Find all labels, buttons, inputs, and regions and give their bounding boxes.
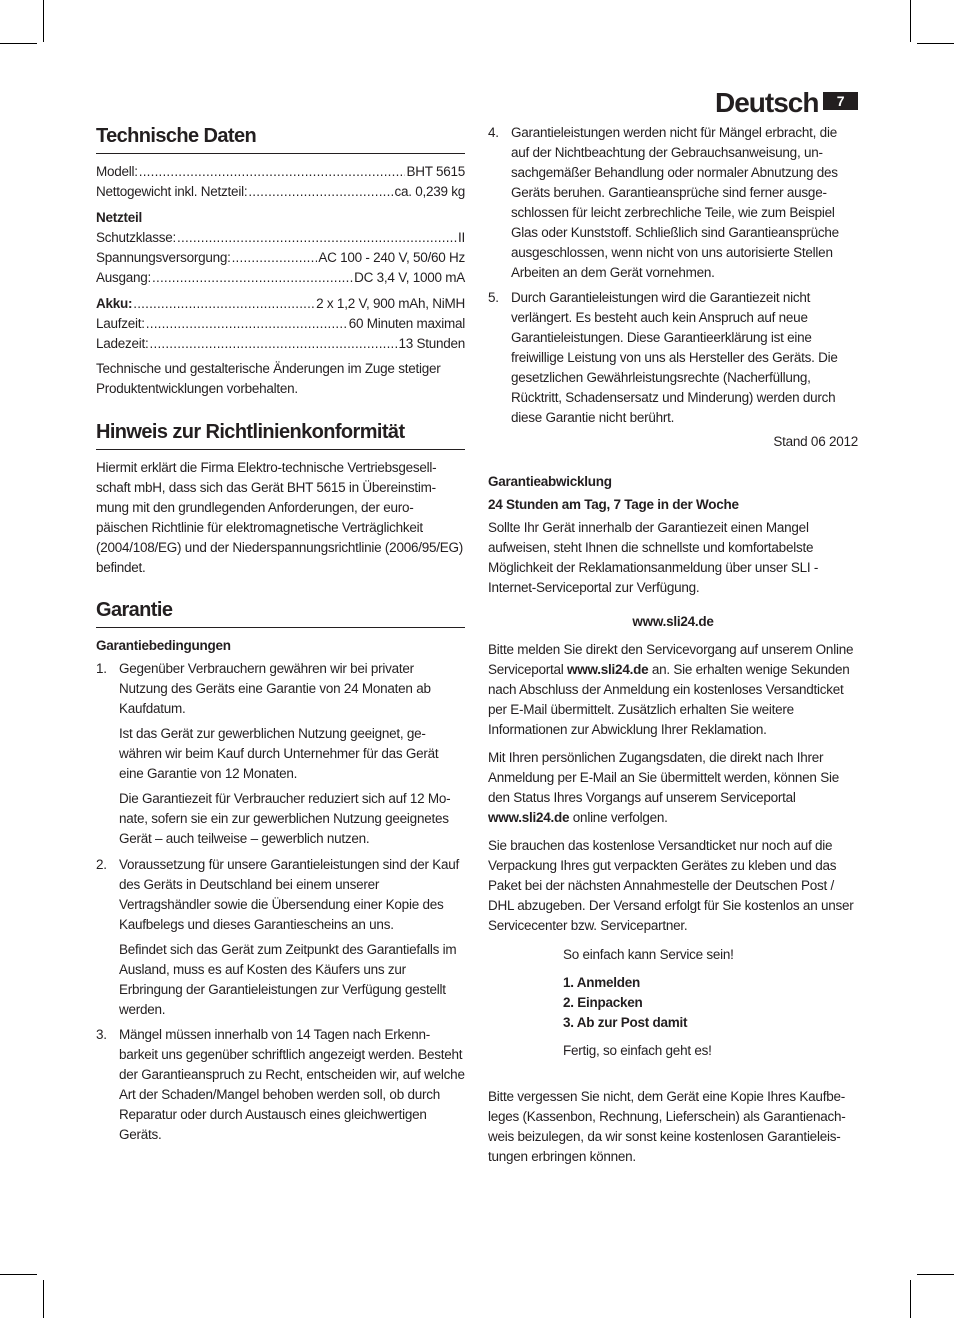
warranty-paragraph: Gegenüber Verbrauchern gewähren wir bei privater Nutzung des Geräts eine Garantie von 24 Monaten ab Kaufdatum. xyxy=(119,661,431,716)
crop-mark xyxy=(0,1274,37,1275)
crop-mark xyxy=(910,1280,911,1318)
crop-mark xyxy=(43,1280,44,1318)
service-paragraph: Sie brauchen das kostenlose Versandticket nur noch auf die Verpackung Ihres gut verpackten Gerätes zu kleben und das Paket bei der nächsten Annahmestelle der Deutschen Post / DHL abzugeben. Der Versand erfolgt für Sie kostenlos an unser Servicecenter bzw. Servicepartner. xyxy=(488,838,854,933)
warranty-paragraph: Voraussetzung für unsere Garantieleistungen sind der Kauf des Geräts in Deutschland bei einem unserer Vertragshändler sowie die Übersendung einer Kopie des Kaufbelegs und dieses Garantiescheins an uns. xyxy=(119,857,459,932)
service-steps xyxy=(563,973,687,1033)
spec-row: Ausgang: ..... DC 3,4 V, 1000 mA xyxy=(96,268,465,288)
service-url-link[interactable]: www.sli24.de xyxy=(488,810,570,825)
spec-row: Laufzeit: ..... 60 Minuten maximal xyxy=(96,314,465,334)
section-heading-garantie: Garantie xyxy=(96,598,465,628)
warranty-item: 3. Mängel müssen innerhalb von 14 Tagen nach Erkenn-barkeit uns gegenüber schriftlich angezeigt werden. Besteht der Garantieanspruch zu Recht, entscheiden wir, auf welche Art der Schaden/Mangel behoben werden soll, ob durch Reparatur oder durch Austausch eines gleichwertigen Geräts. xyxy=(96,1025,465,1145)
service-step: 1. Anmelden xyxy=(563,975,641,990)
netzteil-table xyxy=(96,228,465,288)
crop-mark xyxy=(0,43,37,44)
akku-table xyxy=(96,294,465,354)
service-url-link[interactable]: www.sli24.de xyxy=(632,614,714,629)
stand-date: Stand 06 2012 xyxy=(773,434,858,449)
crop-mark xyxy=(917,1274,954,1275)
service-footer-note: Bitte vergessen Sie nicht, dem Gerät eine Kopie Ihres Kaufbe-leges (Kassenbon, Rechnung, Lieferschein) als Garantienach-weis beizulegen, da wir sonst keine kostenlosen Garantieleis-tungen erbringen können. xyxy=(488,1089,846,1164)
section-heading-technische-daten: Technische Daten xyxy=(96,124,465,154)
service-url-link[interactable]: www.sli24.de xyxy=(567,662,649,677)
netzteil-heading: Netzteil xyxy=(96,210,143,225)
warranty-paragraph: Die Garantiezeit für Verbraucher reduziert sich auf 12 Mo-nate, sofern sie ein zur gewerblichen Nutzung geeignetes Gerät – auch teilweise – gewerblich nutzen. xyxy=(119,791,451,846)
service-step: 3. Ab zur Post damit xyxy=(563,1015,688,1030)
spec-row: Spannungsversorgung: ..... AC 100 - 240 V, 50/60 Hz xyxy=(96,248,465,268)
spec-row: Schutzklasse: ..... II xyxy=(96,228,465,248)
spec-row: Akku: ..... 2 x 1,2 V, 900 mAh, NiMH xyxy=(96,294,465,314)
service-done-text: Fertig, so einfach geht es! xyxy=(563,1043,712,1058)
technical-note: Technische und gestalterische Änderungen im Zuge stetiger Produktentwicklungen vorbehalten. xyxy=(96,361,441,396)
warranty-item: 4. Garantieleistungen werden nicht für Mängel erbracht, die auf der Nichtbeachtung der Gebrauchsanweisung, un-sachgemäßer Behandlung oder normaler Abnutzung des Geräts beruhen. Garantieansprüche sind ferner ausge-schlossen für leicht zerbrechliche Teile, wie zum Beispiel Glas oder Kunststoff. Schließlich sind Garantieansprüche ausgeschlossen, wenn nicht von uns autorisierte Stellen Arbeiten an dem Gerät vornehmen. xyxy=(488,123,858,283)
warranty-paragraph: Durch Garantieleistungen wird die Garantiezeit nicht verlängert. Es besteht auch kein Anspruch auf neue Garantieleistungen. Diese Garantieerklärung ist eine freiwillige Leistung von uns als Hersteller des Geräts. Die gesetzlichen Gewährleistungsrechte (Nacherfüllung, Rücktritt, Schadensersatz und Minderung) werden durch diese Garantie nicht berührt. xyxy=(511,290,838,425)
crop-mark xyxy=(43,0,44,42)
spec-row: Nettogewicht inkl. Netzteil: ..... ca. 0,239 kg xyxy=(96,182,465,202)
service-paragraph: Bitte melden Sie direkt den Servicevorgang auf unserem Online Serviceportal www.sli24.de an. Sie erhalten wenige Sekunden nach Abschluss der Anmeldung ein kostenloses Versandticket per E-Mail übermittelt. Zusätzlich erhalten Sie weitere Informationen zur Abwicklung Ihrer Reklamation. xyxy=(488,642,854,737)
spec-row: Ladezeit: ..... 13 Stunden xyxy=(96,334,465,354)
conformity-text: Hiermit erklärt die Firma Elektro-technische Vertriebsgesell-schaft mbH, dass sich das Gerät BHT 5615 in Übereinstim-mung mit den grundlegenden Anforderungen, der euro-päischen Richtlinie für elektromagnetische Verträglichkeit (2004/108/EG) und der Niederspannungsrichtlinie (2006/95/EG) befindet. xyxy=(96,460,463,575)
crop-mark xyxy=(910,0,911,42)
service-intro: Sollte Ihr Gerät innerhalb der Garantiezeit einen Mangel aufweisen, steht Ihnen die schnellste und komfortabelste Möglichkeit der Reklamationsanmeldung über unser SLI - Internet-Serviceportal zur Verfügung. xyxy=(488,520,819,595)
warranty-paragraph: Garantieleistungen werden nicht für Mängel erbracht, die auf der Nichtbeachtung der Gebrauchsanweisung, un-sachgemäßer Behandlung oder normaler Abnutzung des Geräts beruhen. Garantieansprüche sind ferner ausge-schlossen für leicht zerbrechliche Teile, wie zum Beispiel Glas oder Kunststoff. Schließlich sind Garantieansprüche ausgeschlossen, wenn nicht von uns autorisierte Stellen Arbeiten an dem Gerät vornehmen. xyxy=(511,125,839,280)
spec-row: Modell: ..... BHT 5615 xyxy=(96,162,465,182)
warranty-paragraph: Befindet sich das Gerät zum Zeitpunkt des Garantiefalls im Ausland, muss es auf Kosten des Käufers uns zur Erbringung der Garantieleistungen zur Verfügung gestellt werden. xyxy=(119,942,457,1017)
spec-table xyxy=(96,162,465,202)
warranty-item: 2. Voraussetzung für unsere Garantieleistungen sind der Kauf des Geräts in Deutschland bei einem unserer Vertragshändler sowie die Übersendung einer Kopie des Kaufbelegs und dieses Garantiescheins an uns. Befindet sich das Gerät zum Zeitpunkt des Garantiefalls im Ausland, muss es auf Kosten des Käufers uns zur Erbringung der Garantieleistungen zur Verfügung gestellt werden. xyxy=(96,855,465,1020)
warranty-item: 5. Durch Garantieleistungen wird die Garantiezeit nicht verlängert. Es besteht auch kein Anspruch auf neue Garantieleistungen. Diese Garantieerklärung ist eine freiwillige Leistung von uns als Hersteller des Geräts. Die gesetzlichen Gewährleistungsrechte (Nacherfüllung, Rücktritt, Schadensersatz und Minderung) werden durch diese Garantie nicht berührt. xyxy=(488,288,858,428)
section-heading-hinweis: Hinweis zur Richtlinienkonformität xyxy=(96,420,465,450)
service-paragraph: Mit Ihren persönlichen Zugangsdaten, die direkt nach Ihrer Anmeldung per E-Mail an Sie übermittelt werden, können Sie den Status Ihres Vorgangs auf unserem Serviceportal www.sli24.de online verfolgen. xyxy=(488,750,839,825)
service-hours-heading: 24 Stunden am Tag, 7 Tage in der Woche xyxy=(488,497,739,512)
warranty-item: 1. Gegenüber Verbrauchern gewähren wir bei privater Nutzung des Geräts eine Garantie von 24 Monaten ab Kaufdatum. Ist das Gerät zur gewerblichen Nutzung geeignet, ge-währen wir beim Kauf durch Unternehmer für das Gerät eine Garantie von 12 Monaten. Die Garantiezeit für Verbraucher reduziert sich auf 12 Mo-nate, sofern sie ein zur gewerblichen Nutzung geeignetes Gerät – auch teilweise – gewerblich nutzen. xyxy=(96,659,465,849)
crop-mark xyxy=(917,43,954,44)
page-number-badge: 7 xyxy=(823,92,858,110)
garantieabwicklung-heading: Garantieabwicklung xyxy=(488,474,612,489)
page-language-title: Deutsch xyxy=(715,87,819,118)
service-step: 2. Einpacken xyxy=(563,995,643,1010)
garantiebedingungen-heading: Garantiebedingungen xyxy=(96,638,231,653)
warranty-paragraph: Ist das Gerät zur gewerblichen Nutzung geeignet, ge-währen wir beim Kauf durch Unternehmer für das Gerät eine Garantie von 12 Monaten. xyxy=(119,726,439,781)
service-easy-text: So einfach kann Service sein! xyxy=(563,947,734,962)
warranty-paragraph: Mängel müssen innerhalb von 14 Tagen nach Erkenn-barkeit uns gegenüber schriftlich angezeigt werden. Besteht der Garantieanspruch zu Recht, entscheiden wir, auf welche Art der Schaden/Mangel behoben werden soll, ob durch Reparatur oder durch Austausch eines gleichwertigen Geräts. xyxy=(119,1027,465,1142)
